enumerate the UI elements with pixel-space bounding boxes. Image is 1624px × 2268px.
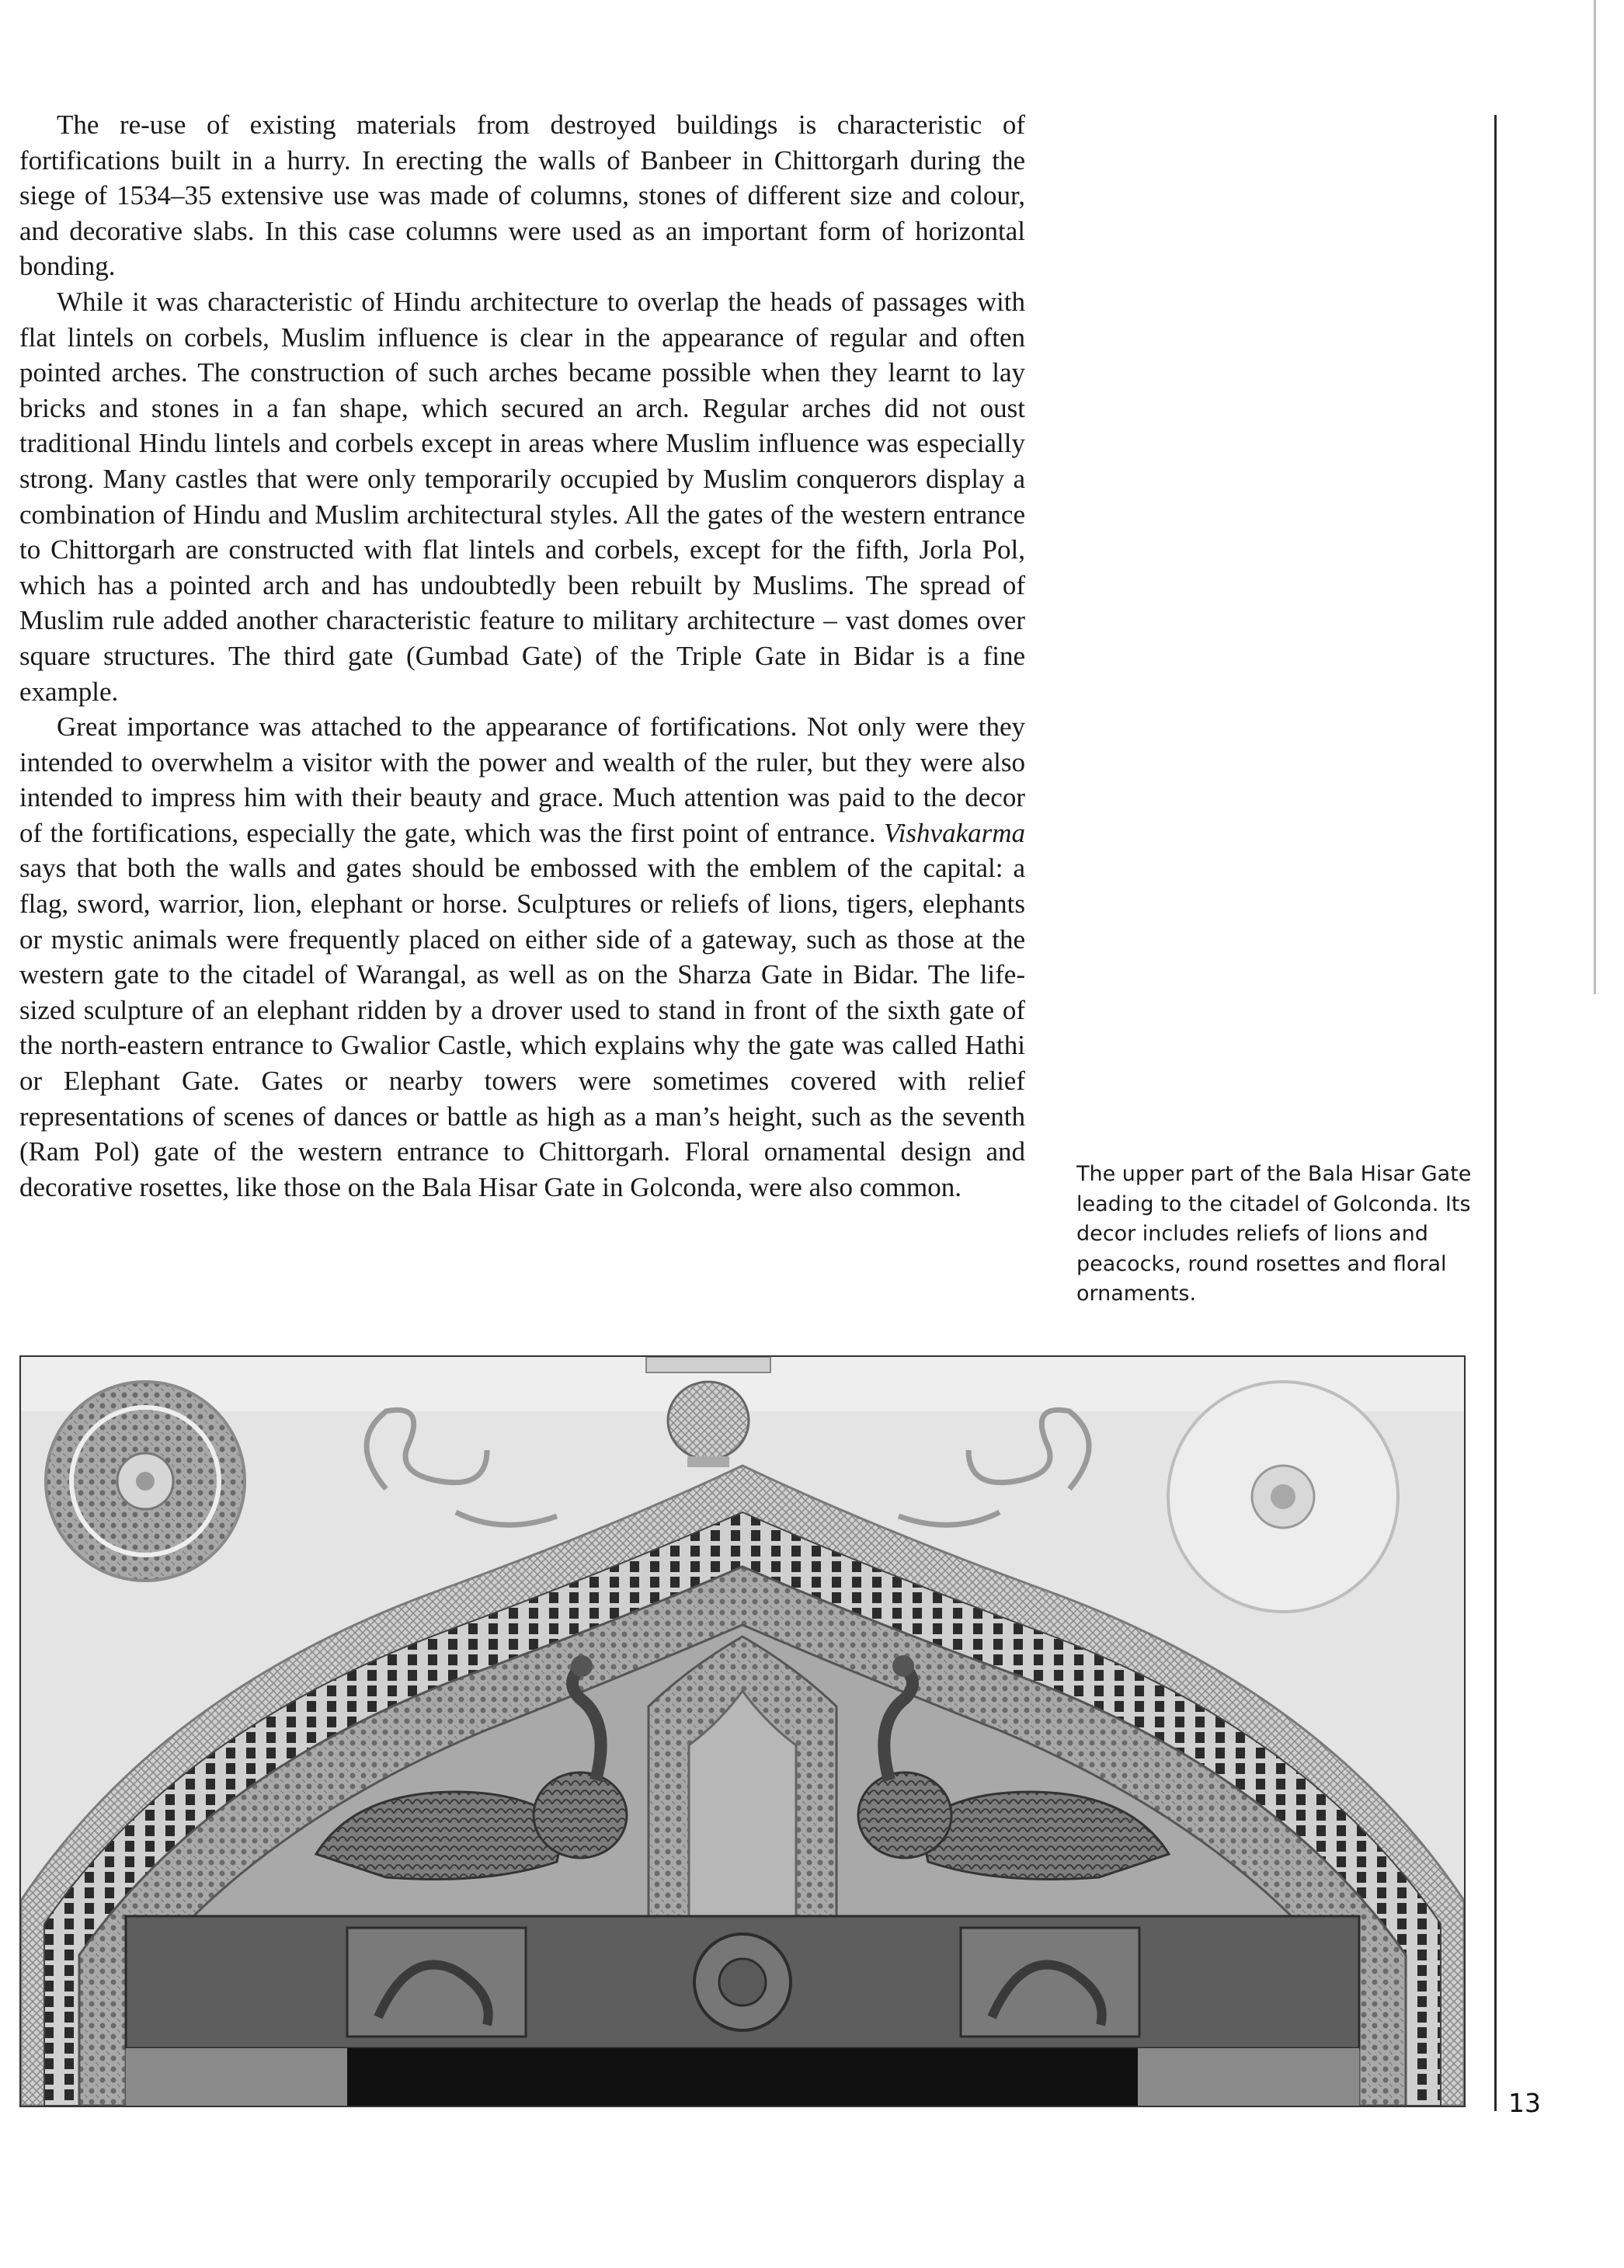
page-edge-line — [1594, 0, 1596, 994]
page-number: 13 — [1508, 2088, 1541, 2118]
gate-illustration — [21, 1357, 1464, 2106]
paragraph-3-end: says that both the walls and gates should be embossed with the emblem of the capital: a flag, sword, warrior, lion, elephant or horse. Sculptures or reliefs of lions, tigers, elephants or mystic animals were frequently placed on either side of a gateway, such as those at the western gate to the citadel of Warangal, as well as on the Sharza Gate in Bidar. The life-sized sculpture of an elephant ridden by a drover used to stand in front of the sixth gate of the north-eastern entrance to Gwalior Castle, which explains why the gate was called Hathi or Elephant Gate. Gates or nearby towers were sometimes covered with relief representations of scenes of dances or battle as high as a man’s height, such as the seventh (Ram Pol) gate of the western entrance to Chittorgarh. Floral ornamental design and decorative rosettes, like those on the Bala Hisar Gate in Golconda, were also common. — [19, 853, 1025, 1202]
carved-rosette — [46, 1382, 245, 1581]
gate-photo — [19, 1355, 1466, 2107]
paragraph-2: While it was characteristic of Hindu architecture to overlap the heads of passages with flat lintels on corbels, Muslim influence is clear in the appearance of regular and often pointed arches. The construction of such arches became possible when they learnt to lay bricks and stones in a fan shape, which secured an arch. Regular arches did not oust traditional Hindu lintels and corbels except in areas where Muslim influence was especially strong. Many castles that were only temporarily occupied by Muslim conquerors display a combination of Hindu and Muslim architectural styles. All the gates of the western entrance to Chittorgarh are constructed with flat lintels and corbels, except for the fifth, Jorla Pol, which has a pointed arch and has undoubtedly been rebuilt by Muslims. The spread of Muslim rule added another characteristic feature to military architecture – vast domes over square structures. The third gate (Gumbad Gate) of the Triple Gate in Bidar is a fine example. — [19, 286, 1025, 707]
plain-rosette — [1168, 1382, 1398, 1612]
paragraph-1: The re-use of existing materials from destroyed buildings is characteristic of fortifications built in a hurry. In erecting the walls of Banbeer in Chittorgarh during the siege of 1534–35 extensive use was made of columns, stones of different size and colour, and decorative slabs. In this case columns were used as an important form of horizontal bonding. — [19, 110, 1025, 282]
body-text — [19, 107, 1025, 1205]
vishvakarma-title: Vishvakarma — [883, 817, 1025, 848]
relief-frieze — [126, 1916, 1359, 2048]
paragraph-3 — [19, 709, 1025, 1205]
doorway-opening — [347, 2048, 1138, 2106]
margin-rule — [1494, 115, 1497, 2111]
paragraph-3-start: Great importance was attached to the appearance of fortifications. Not only were they intended to overwhelm a visitor with the power and wealth of the ruler, but they were also intended to impress him with their beauty and grace. Much attention was paid to the decor of the fortifications, especially the gate, which was the first point of entrance. — [19, 711, 1025, 848]
photo-caption: The upper part of the Bala Hisar Gate leading to the citadel of Golconda. Its decor includes reliefs of lions and peacocks, round rosettes and floral ornaments. — [1076, 1162, 1472, 1306]
